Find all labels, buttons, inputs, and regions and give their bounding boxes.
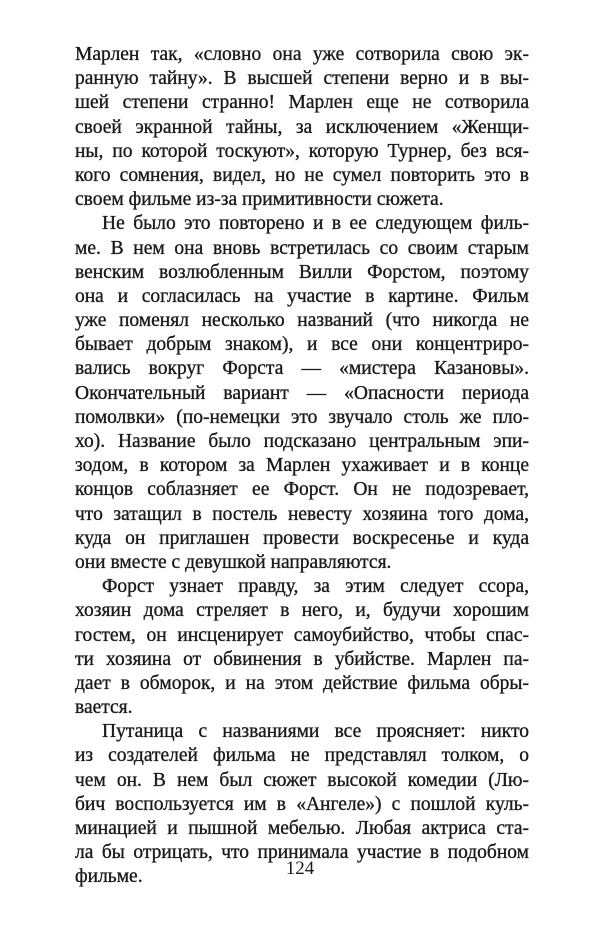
text-line: гостем, он инсценирует самоубийство, чтобы спас- (75, 624, 529, 646)
text-line: куда он приглашен провести воскресенье и куда (75, 527, 529, 549)
text-line: ти хозяина от обвинения в убийстве. Марлен па- (75, 648, 529, 670)
text-line: концов соблазняет ее Форст. Он не подозревает, (75, 479, 529, 501)
text-line: кого сомнения, видел, но не сумел повторить это в (75, 164, 529, 186)
text-line: хо). Название было подсказано центральным эпи- (75, 431, 529, 452)
text-line: вались вокруг Форста — «мистера Казановы». (75, 358, 529, 380)
text-line: вается. (75, 697, 133, 719)
paragraph (75, 43, 529, 212)
text-line: Путаница с названиями все проясняет: никто (102, 721, 529, 743)
text-line: Марлен так, «словно она уже сотворила свою эк- (75, 44, 529, 65)
text-line: ранную тайну». В высшей степени верно и в вы- (75, 68, 529, 90)
text-line: что затащил в постель невесту хозяина того дома, (75, 503, 529, 525)
text-line: фильме. (75, 866, 143, 888)
text-line: своем фильме из-за примитивности сюжета. (75, 189, 444, 211)
text-line: из создателей фильма не представлял толком, о (75, 745, 529, 767)
text-line: чем он. В нем был сюжет высокой комедии (Лю- (75, 769, 529, 791)
text-line: она и согласилась на участие в картине. Фильм (75, 285, 529, 307)
text-line: ла бы отрицать, что принимала участие в подобном (75, 842, 529, 864)
page-body (75, 43, 529, 890)
text-line: хозяин дома стреляет в него, и, будучи хорошим (75, 600, 529, 622)
page-number: 124 (285, 858, 315, 879)
text-line: помолвки» (по-немецки это звучало столь же пло- (75, 406, 529, 428)
text-line: ны, по которой тоскуют», которую Турнер, без вся- (75, 140, 529, 162)
paragraph (75, 212, 529, 575)
text-line: венским возлюбленным Вилли Форстом, поэтому (75, 261, 529, 283)
text-line: бывает добрым знаком), и все они концентриро- (75, 334, 529, 356)
text-line: дает в обморок, и на этом действие фильма обры- (75, 672, 529, 694)
text-line: Окончательный вариант — «Опасности периода (75, 382, 529, 404)
text-line: они вместе с девушкой направляются. (75, 551, 392, 573)
text-line: шей степени странно! Марлен еще не сотворила (75, 92, 529, 114)
text-line: Не было это повторено и в ее следующем филь- (102, 213, 529, 235)
paragraph (75, 575, 529, 720)
text-line: Форст узнает правду, за этим следует ссора, (102, 576, 529, 598)
text-line: уже поменял несколько названий (что никогда не (75, 310, 529, 332)
text-line: зодом, в котором за Марлен ухаживает и в конце (75, 455, 529, 477)
text-line: своей экранной тайны, за исключением «Женщи- (75, 116, 529, 138)
text-line: ме. В нем она вновь встретилась со своим старым (75, 237, 529, 259)
text-line: минацией и пышной мебелью. Любая актриса ста- (75, 818, 529, 839)
text-line: бич воспользуется им в «Ангеле») с пошлой куль- (75, 793, 529, 815)
